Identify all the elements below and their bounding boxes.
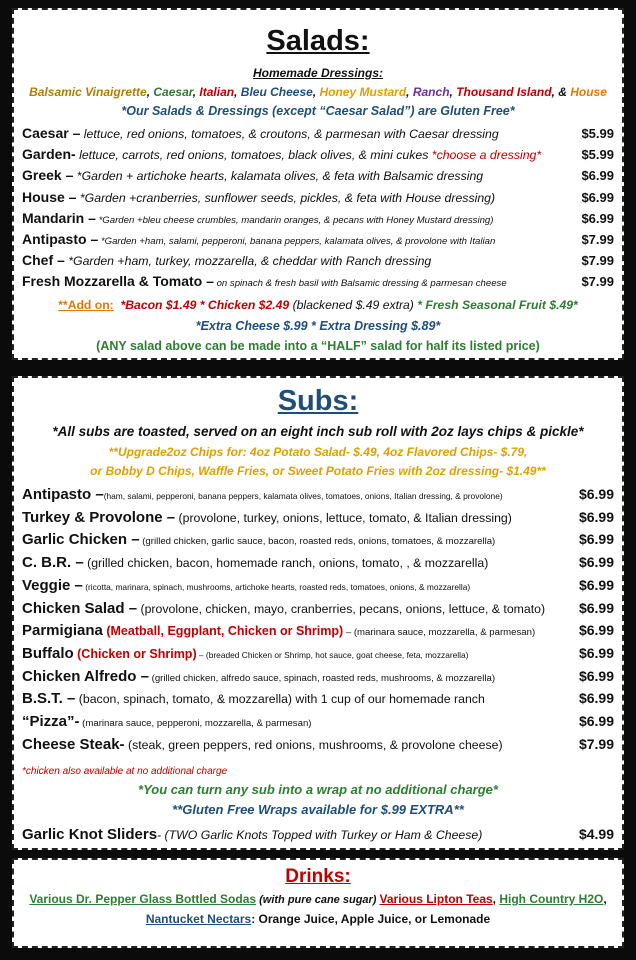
subs-intro: *All subs are toasted, served on an eight inch sub roll with 2oz lays chips & pickle* — [52, 424, 584, 439]
item-desc: (ricotta, marinara, spinach, mushrooms, artichoke hearts, roasted reds, tomatoes, onions, & mozzarella) — [82, 581, 471, 592]
item-name: Garlic Knot Sliders — [22, 826, 158, 843]
item-extra: *choose a dressing* — [431, 148, 542, 163]
dressing-name: Bleu Cheese — [240, 85, 313, 99]
item-price: $6.99 — [578, 690, 614, 707]
item-desc: - (TWO Garlic Knots Topped with Turkey or Ham & Cheese) — [157, 828, 483, 842]
dressing-name: Ranch — [412, 85, 450, 99]
item-price: $6.99 — [578, 508, 614, 525]
sub-item — [22, 509, 614, 527]
drinks-section — [12, 858, 624, 948]
item-desc: (marinara sauce, pepperoni, mozzarella, & parmesan) — [79, 718, 312, 729]
item-desc: (grilled chicken, alfredo sauce, spinach, roasted reds, mushrooms, & mozzarella) — [148, 672, 496, 684]
item-price: $6.99 — [581, 210, 614, 226]
item-price: $6.99 — [578, 554, 614, 571]
item-price: $7.99 — [581, 253, 614, 269]
gluten-free-wrap-line: **Gluten Free Wraps available for $.99 EXTRA** — [172, 802, 464, 817]
sub-item-garlic-knot-sliders — [22, 826, 614, 844]
drinks-line-2 — [14, 912, 622, 926]
separator: , — [406, 85, 413, 99]
sub-item — [22, 645, 614, 663]
sub-item — [22, 668, 614, 686]
item-desc: lettuce, red onions, tomatoes, & croutons, & parmesan with Caesar dressing — [80, 127, 499, 141]
item-desc: (provolone, chicken, mayo, cranberries, pecans, onions, lettuce, & tomato) — [137, 601, 546, 616]
item-price: $6.99 — [578, 622, 614, 639]
item-name: Turkey & Provolone – — [22, 508, 176, 526]
nectars-text: Nantucket Nectars — [145, 912, 252, 926]
dressing-name: Italian — [199, 85, 235, 99]
separator: , — [192, 85, 200, 99]
sub-item — [22, 577, 614, 595]
item-name: “Pizza”- — [22, 713, 80, 730]
juices-text: : Orange Juice, Apple Juice, or Lemonade — [251, 912, 491, 926]
item-desc: on spinach & fresh basil with Balsamic dressing & parmesan cheese — [213, 278, 507, 290]
item-price: $6.99 — [578, 599, 614, 616]
subs-section — [12, 376, 624, 850]
item-desc: lettuce, carrots, red onions, tomatoes, black olives, & mini cukes — [75, 148, 432, 163]
salad-item — [22, 252, 614, 270]
item-price: $7.99 — [581, 232, 614, 247]
item-name: Parmigiana — [22, 622, 103, 640]
salad-item — [22, 167, 614, 185]
item-desc: (grilled chicken, garlic sauce, bacon, roasted reds, onions, tomatoes, & mozzarella) — [139, 536, 496, 548]
item-price: $7.99 — [578, 735, 614, 752]
salads-section — [12, 8, 624, 360]
dressing-name: Caesar — [153, 85, 193, 99]
item-desc: (bacon, spinach, tomato, & mozzarella) with 1 cup of our homemade ranch — [75, 692, 485, 707]
item-name: Antipasto – — [22, 486, 104, 503]
add-on-paren: (blackened $.49 extra) — [292, 298, 414, 312]
half-salad-line: (ANY salad above can be made into a “HALF” salad for half its listed price) — [96, 339, 540, 353]
item-price: $7.99 — [581, 274, 614, 290]
add-on-label: **Add on: — [58, 298, 114, 312]
item-desc: – (marinara sauce, mozzarella, & parmesan) — [343, 627, 536, 639]
sub-item — [22, 531, 614, 549]
upgrade-line-1: **Upgrade2oz Chips for: 4oz Potato Salad- $.49, 4oz Flavored Chips- $.79, — [108, 445, 528, 459]
gluten-free-note: *Our Salads & Dressings (except “Caesar Salad”) are Gluten Free* — [121, 104, 515, 118]
item-name: C. B.R. – — [22, 554, 84, 572]
add-on-items: *Bacon $1.49 * Chicken $2.49 — [120, 298, 293, 312]
item-price: $5.99 — [581, 147, 614, 163]
item-name: Garden- — [22, 146, 76, 163]
dressings-heading: Homemade Dressings: — [252, 66, 384, 80]
salad-item — [22, 125, 614, 143]
dressing-name: House — [570, 85, 607, 99]
separator: , & — [551, 85, 571, 99]
separator: , — [492, 892, 500, 906]
item-desc: – (breaded Chicken or Shrimp, hot sauce, goat cheese, feta, mozzarella) — [196, 649, 469, 660]
item-desc: (provolone, turkey, onions, lettuce, tomato, & Italian dressing) — [175, 510, 512, 525]
item-name: Greek – — [22, 167, 74, 184]
item-desc: *Garden + artichoke hearts, kalamata olives, & feta with Balsamic dressing — [73, 169, 484, 184]
item-name: Cheese Steak- — [22, 735, 125, 753]
wrap-line: *You can turn any sub into a wrap at no additional charge* — [138, 782, 498, 797]
item-name: House – — [22, 188, 77, 205]
dressing-name: Honey Mustard — [319, 85, 407, 99]
item-price: $6.99 — [581, 168, 614, 184]
item-options: (Meatball, Eggplant, Chicken or Shrimp) — [102, 624, 344, 639]
item-name: Antipasto – — [22, 231, 99, 247]
item-desc: *Garden +bleu cheese crumbles, mandarin oranges, & pecans with Honey Mustard dressing) — [95, 214, 494, 226]
dressing-name: Thousand Island — [456, 85, 552, 99]
item-name: B.S.T. – — [22, 690, 76, 708]
separator: , — [234, 85, 241, 99]
item-desc: *Garden +cranberries, sunflower seeds, pickles, & feta with House dressing) — [76, 190, 496, 205]
sub-item — [22, 554, 614, 572]
item-price: $6.99 — [578, 486, 614, 502]
item-name: Chef – — [22, 252, 65, 269]
item-desc: (grilled chicken, bacon, homemade ranch, onions, tomato, , & mozzarella) — [83, 556, 489, 571]
sub-item — [22, 713, 614, 731]
sub-item — [22, 486, 614, 504]
drinks-title: Drinks: — [285, 866, 351, 887]
upgrade-line-2: or Bobby D Chips, Waffle Fries, or Sweet Potato Fries with 2oz dressing- $1.49** — [90, 464, 546, 478]
sub-item — [22, 600, 614, 618]
salad-item — [22, 210, 614, 228]
item-desc: *Garden +ham, salami, pepperoni, banana peppers, kalamata olives, & provolone with Italian — [98, 236, 496, 247]
add-on-line — [14, 298, 622, 312]
item-price: $5.99 — [581, 126, 614, 141]
item-desc: (steak, green peppers, red onions, mushrooms, & provolone cheese) — [124, 737, 503, 752]
item-desc: (ham, salami, pepperoni, banana peppers, kalamata olives, tomatoes, onions, Italian dressing, & provolone) — [103, 491, 503, 501]
salad-item — [22, 189, 614, 207]
teas-text: Various Lipton Teas — [379, 892, 493, 906]
item-name: Veggie – — [22, 576, 83, 594]
separator: , — [603, 892, 607, 906]
subs-title: Subs: — [277, 385, 359, 417]
item-name: Chicken Salad – — [22, 599, 138, 617]
item-price: $6.99 — [581, 189, 614, 205]
water-text: High Country H2O — [499, 892, 604, 906]
cane-sugar-text: (with pure cane sugar) — [256, 894, 380, 906]
salad-item — [22, 231, 614, 249]
salad-item — [22, 273, 614, 291]
item-desc: *Garden +ham, turkey, mozzarella, & cheddar with Ranch dressing — [64, 254, 432, 269]
sub-item — [22, 690, 614, 708]
item-price: $4.99 — [578, 826, 614, 842]
item-name: Caesar – — [22, 125, 81, 141]
separator: , — [146, 85, 154, 99]
item-price: $6.99 — [578, 644, 614, 661]
item-name: Garlic Chicken – — [22, 531, 140, 549]
salads-title: Salads: — [266, 25, 370, 57]
salad-item — [22, 146, 614, 164]
extra-cheese-line: *Extra Cheese $.99 * Extra Dressing $.89* — [195, 319, 441, 333]
item-name: Mandarin – — [22, 209, 96, 226]
sodas-text: Various Dr. Pepper Glass Bottled Sodas — [29, 892, 257, 906]
separator: , — [312, 85, 320, 99]
item-price: $6.99 — [578, 667, 614, 684]
dressing-name: Balsamic Vinaigrette — [29, 85, 147, 99]
sub-item — [22, 622, 614, 640]
item-options: (Chicken or Shrimp) — [73, 646, 197, 661]
chicken-note: *chicken also available at no additional charge — [22, 766, 228, 777]
drinks-line-1 — [14, 892, 622, 906]
dressings-list — [14, 85, 622, 99]
item-price: $6.99 — [578, 531, 614, 548]
separator: , — [449, 85, 457, 99]
item-name: Fresh Mozzarella & Tomato – — [22, 273, 214, 290]
item-price: $6.99 — [578, 713, 614, 729]
add-on-fruit: * Fresh Seasonal Fruit $.49* — [413, 298, 578, 312]
sub-item — [22, 736, 614, 754]
item-name: Buffalo — [22, 644, 74, 662]
item-price: $6.99 — [578, 576, 614, 593]
item-name: Chicken Alfredo – — [22, 667, 149, 685]
